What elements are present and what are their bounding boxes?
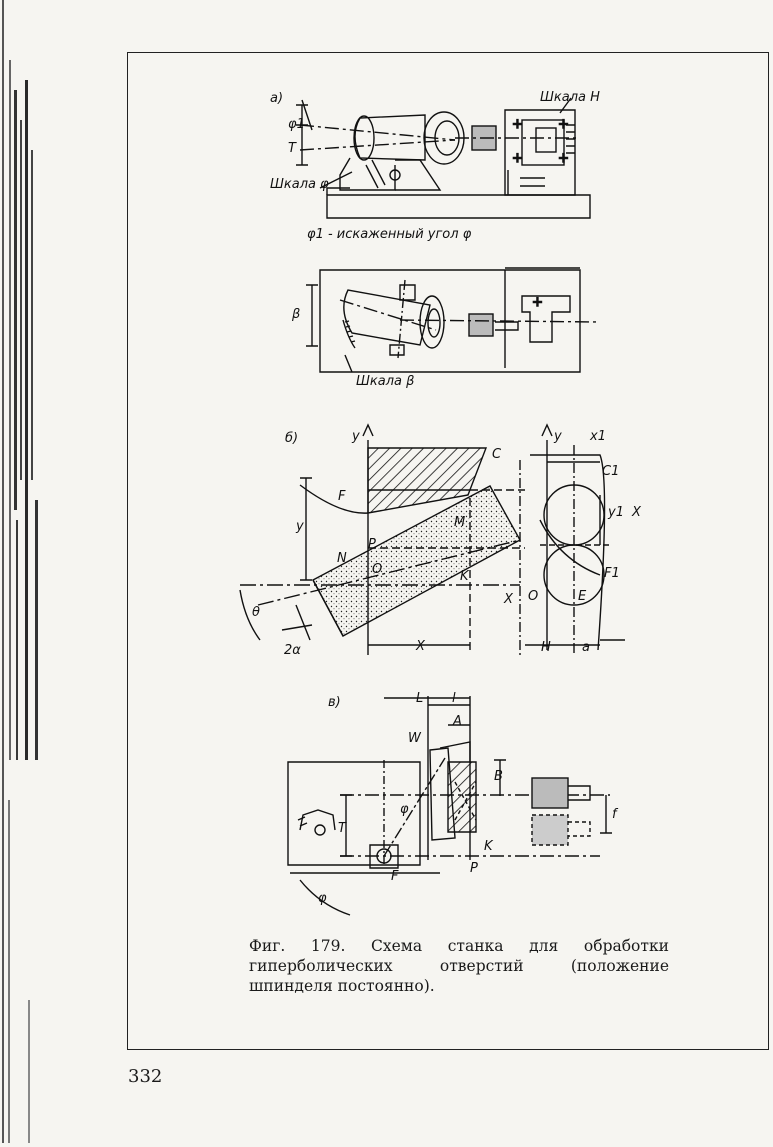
svg-text:+: + [512,117,523,132]
t-label-a: T [288,141,296,156]
b-point-c: C [492,447,502,462]
v-f: F [391,869,399,884]
figure-b-diagram [240,425,625,655]
b-point-o: O [372,562,383,577]
v-l-small: l [452,691,456,706]
figure-a-top-machine [296,98,590,218]
figure-v-diagram [288,696,612,915]
b-point-f: F [338,489,346,504]
b-point-p: P [368,537,376,552]
b-point-m: M [454,515,466,530]
b-y-right: y [554,429,562,444]
fig-v-label: в) [328,695,341,710]
beta-label: β [292,307,301,322]
b-x-right: X [504,592,513,607]
v-a: A [453,714,462,729]
v-w: W [408,731,421,746]
b-point-k: K [460,569,469,584]
b-x-axis-right: X [632,505,641,520]
b-y-dim: y [296,519,304,534]
phi1-note: φ1 - искаженный угол φ [307,227,472,242]
b-o-right: O [528,589,539,604]
b-c1: C1 [602,464,620,479]
b-point-n: N [337,551,347,566]
v-p: P [470,861,478,876]
svg-text:+: + [558,117,569,132]
figure-caption: Фиг. 179. Схема станка для обработки гиперболических отверстий (положение шпинделя постоянно). [249,937,669,995]
b-e: E [578,589,587,604]
b-a: a [582,640,590,655]
v-f-side: f [612,807,617,822]
b-x-dim: X [416,639,425,654]
v-b: B [494,769,503,784]
b-theta: θ [252,605,260,620]
b-x1: x1 [590,429,606,444]
v-phi-upper: φ [400,802,409,817]
page-number: 332 [128,1066,163,1087]
v-l: L [416,691,424,706]
svg-text:+: + [512,151,523,166]
scale-beta-label: Шкала β [356,374,415,389]
scale-h-label: Шкала Н [540,90,600,105]
figure-a-bottom-machine [306,268,600,372]
scale-phi-label: Шкала φ [270,177,329,192]
v-t: T [338,821,346,836]
b-y1: y1 [608,505,624,520]
svg-text:+: + [558,151,569,166]
fig-a-label: a) [270,91,284,106]
b-y-axis-label: y [352,429,360,444]
b-f1: F1 [604,566,620,581]
svg-text:+: + [532,295,543,310]
fig-b-label: б) [285,431,299,446]
phi1-label: φ1 [288,117,305,132]
v-phi-lower: φ [318,891,327,906]
b-h: H [541,640,551,655]
v-k: K [484,839,493,854]
b-two-alpha: 2α [284,643,301,658]
